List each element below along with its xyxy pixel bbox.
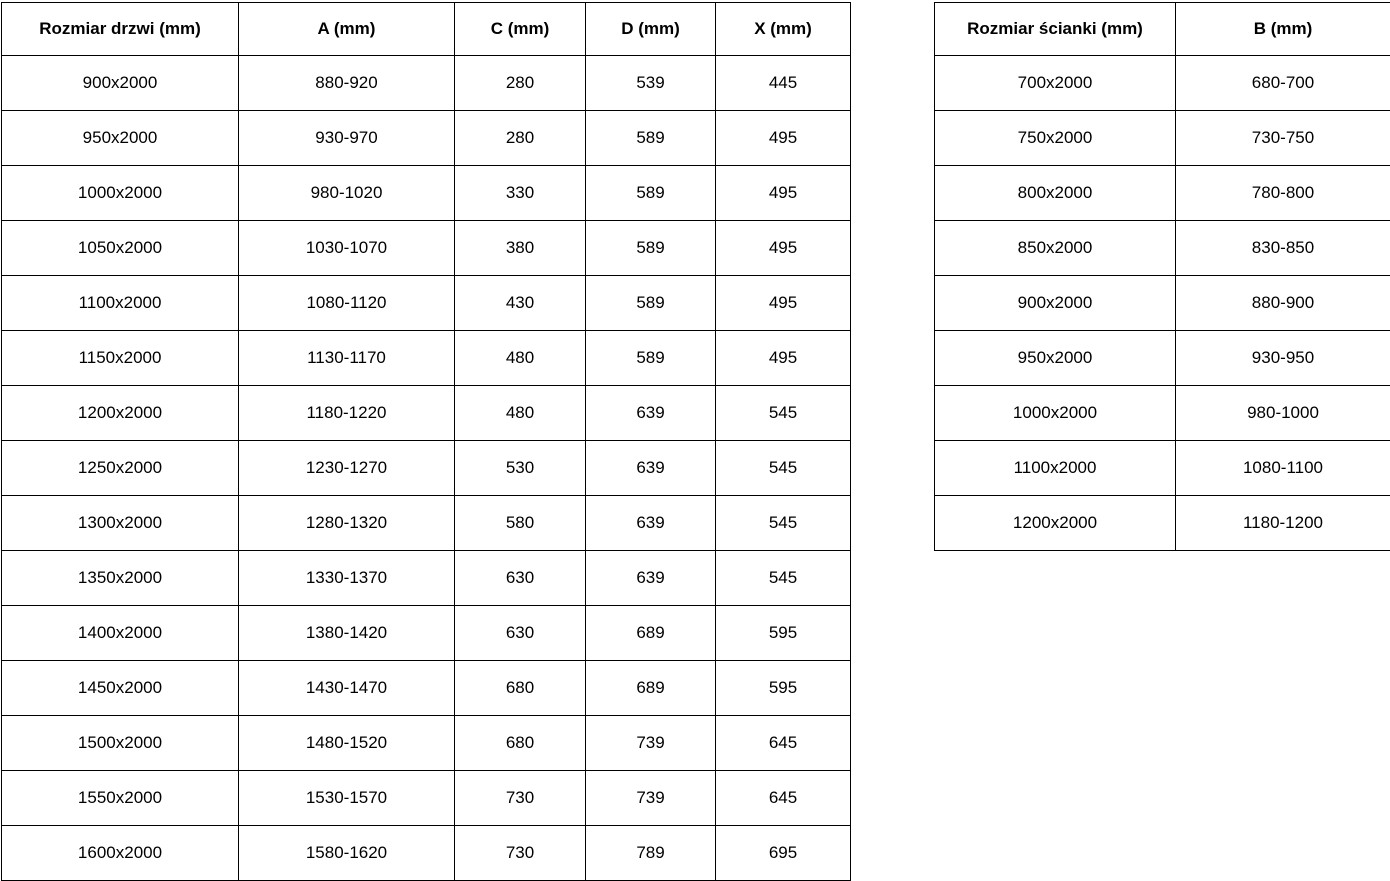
- cell-a: 1130-1170: [239, 331, 455, 386]
- table-row: [935, 56, 1390, 111]
- cell-b: 780-800: [1176, 166, 1390, 221]
- table-row: [2, 276, 851, 331]
- table-row: [935, 331, 1390, 386]
- cell-a: 1580-1620: [239, 826, 455, 881]
- cell-b: 880-900: [1176, 276, 1390, 331]
- cell-wall-size: 850x2000: [935, 221, 1176, 276]
- cell-d: 589: [586, 166, 716, 221]
- cell-d: 539: [586, 56, 716, 111]
- cell-a: 1330-1370: [239, 551, 455, 606]
- cell-d: 789: [586, 826, 716, 881]
- cell-a: 1230-1270: [239, 441, 455, 496]
- cell-x: 645: [716, 716, 851, 771]
- cell-c: 280: [455, 111, 586, 166]
- cell-x: 545: [716, 441, 851, 496]
- cell-a: 1080-1120: [239, 276, 455, 331]
- cell-wall-size: 1200x2000: [935, 496, 1176, 551]
- cell-c: 630: [455, 551, 586, 606]
- cell-a: 880-920: [239, 56, 455, 111]
- cell-x: 545: [716, 551, 851, 606]
- table-row: [2, 221, 851, 276]
- cell-c: 330: [455, 166, 586, 221]
- table-row: [2, 496, 851, 551]
- cell-wall-size: 1000x2000: [935, 386, 1176, 441]
- cell-c: 480: [455, 386, 586, 441]
- table-row: [2, 551, 851, 606]
- cell-c: 430: [455, 276, 586, 331]
- table-row: [2, 166, 851, 221]
- table-row: [935, 496, 1390, 551]
- cell-x: 595: [716, 661, 851, 716]
- wall-size-table-header: [935, 3, 1390, 56]
- column-header-c: C (mm): [455, 3, 586, 56]
- cell-wall-size: 1100x2000: [935, 441, 1176, 496]
- wall-size-table: [934, 2, 1390, 551]
- cell-a: 1280-1320: [239, 496, 455, 551]
- cell-b: 930-950: [1176, 331, 1390, 386]
- table-row: [2, 606, 851, 661]
- cell-c: 730: [455, 826, 586, 881]
- cell-d: 689: [586, 661, 716, 716]
- table-header-row: [2, 3, 851, 56]
- table-row: [2, 771, 851, 826]
- cell-b: 1180-1200: [1176, 496, 1390, 551]
- door-size-table-header: [2, 3, 851, 56]
- cell-door-size: 1300x2000: [2, 496, 239, 551]
- cell-d: 639: [586, 551, 716, 606]
- cell-door-size: 1350x2000: [2, 551, 239, 606]
- cell-a: 1180-1220: [239, 386, 455, 441]
- cell-b: 1080-1100: [1176, 441, 1390, 496]
- cell-d: 639: [586, 386, 716, 441]
- column-header-a: A (mm): [239, 3, 455, 56]
- cell-d: 639: [586, 441, 716, 496]
- cell-a: 1030-1070: [239, 221, 455, 276]
- cell-a: 930-970: [239, 111, 455, 166]
- cell-c: 380: [455, 221, 586, 276]
- cell-d: 739: [586, 771, 716, 826]
- cell-x: 445: [716, 56, 851, 111]
- cell-a: 1480-1520: [239, 716, 455, 771]
- cell-a: 1530-1570: [239, 771, 455, 826]
- cell-c: 730: [455, 771, 586, 826]
- cell-x: 495: [716, 276, 851, 331]
- cell-x: 545: [716, 496, 851, 551]
- cell-d: 589: [586, 111, 716, 166]
- column-header-x: X (mm): [716, 3, 851, 56]
- cell-b: 680-700: [1176, 56, 1390, 111]
- cell-door-size: 1250x2000: [2, 441, 239, 496]
- cell-door-size: 1200x2000: [2, 386, 239, 441]
- cell-b: 830-850: [1176, 221, 1390, 276]
- table-row: [2, 826, 851, 881]
- cell-c: 280: [455, 56, 586, 111]
- wall-size-table-body: [935, 56, 1390, 551]
- cell-wall-size: 750x2000: [935, 111, 1176, 166]
- cell-door-size: 1600x2000: [2, 826, 239, 881]
- cell-b: 730-750: [1176, 111, 1390, 166]
- column-header-d: D (mm): [586, 3, 716, 56]
- cell-d: 639: [586, 496, 716, 551]
- cell-c: 580: [455, 496, 586, 551]
- table-row: [935, 276, 1390, 331]
- table-row: [935, 166, 1390, 221]
- column-header-wall-size: Rozmiar ścianki (mm): [935, 3, 1176, 56]
- cell-x: 495: [716, 221, 851, 276]
- table-row: [2, 716, 851, 771]
- cell-x: 495: [716, 331, 851, 386]
- cell-x: 595: [716, 606, 851, 661]
- door-size-table: [1, 2, 851, 881]
- table-row: [2, 331, 851, 386]
- cell-d: 689: [586, 606, 716, 661]
- cell-wall-size: 800x2000: [935, 166, 1176, 221]
- cell-door-size: 1000x2000: [2, 166, 239, 221]
- cell-door-size: 1450x2000: [2, 661, 239, 716]
- table-row: [935, 111, 1390, 166]
- cell-wall-size: 900x2000: [935, 276, 1176, 331]
- cell-door-size: 1500x2000: [2, 716, 239, 771]
- cell-door-size: 1100x2000: [2, 276, 239, 331]
- table-row: [935, 386, 1390, 441]
- cell-c: 530: [455, 441, 586, 496]
- cell-a: 1430-1470: [239, 661, 455, 716]
- cell-c: 480: [455, 331, 586, 386]
- table-row: [2, 111, 851, 166]
- cell-door-size: 900x2000: [2, 56, 239, 111]
- cell-x: 495: [716, 166, 851, 221]
- table-header-row: [935, 3, 1390, 56]
- cell-door-size: 1550x2000: [2, 771, 239, 826]
- cell-c: 680: [455, 661, 586, 716]
- column-header-door-size: Rozmiar drzwi (mm): [2, 3, 239, 56]
- cell-wall-size: 700x2000: [935, 56, 1176, 111]
- table-row: [2, 661, 851, 716]
- table-row: [935, 441, 1390, 496]
- cell-door-size: 1050x2000: [2, 221, 239, 276]
- table-row: [2, 56, 851, 111]
- cell-d: 589: [586, 331, 716, 386]
- door-size-table-body: [2, 56, 851, 881]
- column-header-b: B (mm): [1176, 3, 1390, 56]
- cell-a: 980-1020: [239, 166, 455, 221]
- cell-x: 545: [716, 386, 851, 441]
- cell-wall-size: 950x2000: [935, 331, 1176, 386]
- cell-x: 645: [716, 771, 851, 826]
- cell-d: 739: [586, 716, 716, 771]
- table-row: [2, 441, 851, 496]
- cell-x: 695: [716, 826, 851, 881]
- cell-c: 630: [455, 606, 586, 661]
- cell-door-size: 1150x2000: [2, 331, 239, 386]
- table-row: [935, 221, 1390, 276]
- cell-a: 1380-1420: [239, 606, 455, 661]
- cell-b: 980-1000: [1176, 386, 1390, 441]
- cell-c: 680: [455, 716, 586, 771]
- cell-d: 589: [586, 276, 716, 331]
- cell-door-size: 1400x2000: [2, 606, 239, 661]
- table-row: [2, 386, 851, 441]
- cell-x: 495: [716, 111, 851, 166]
- cell-d: 589: [586, 221, 716, 276]
- cell-door-size: 950x2000: [2, 111, 239, 166]
